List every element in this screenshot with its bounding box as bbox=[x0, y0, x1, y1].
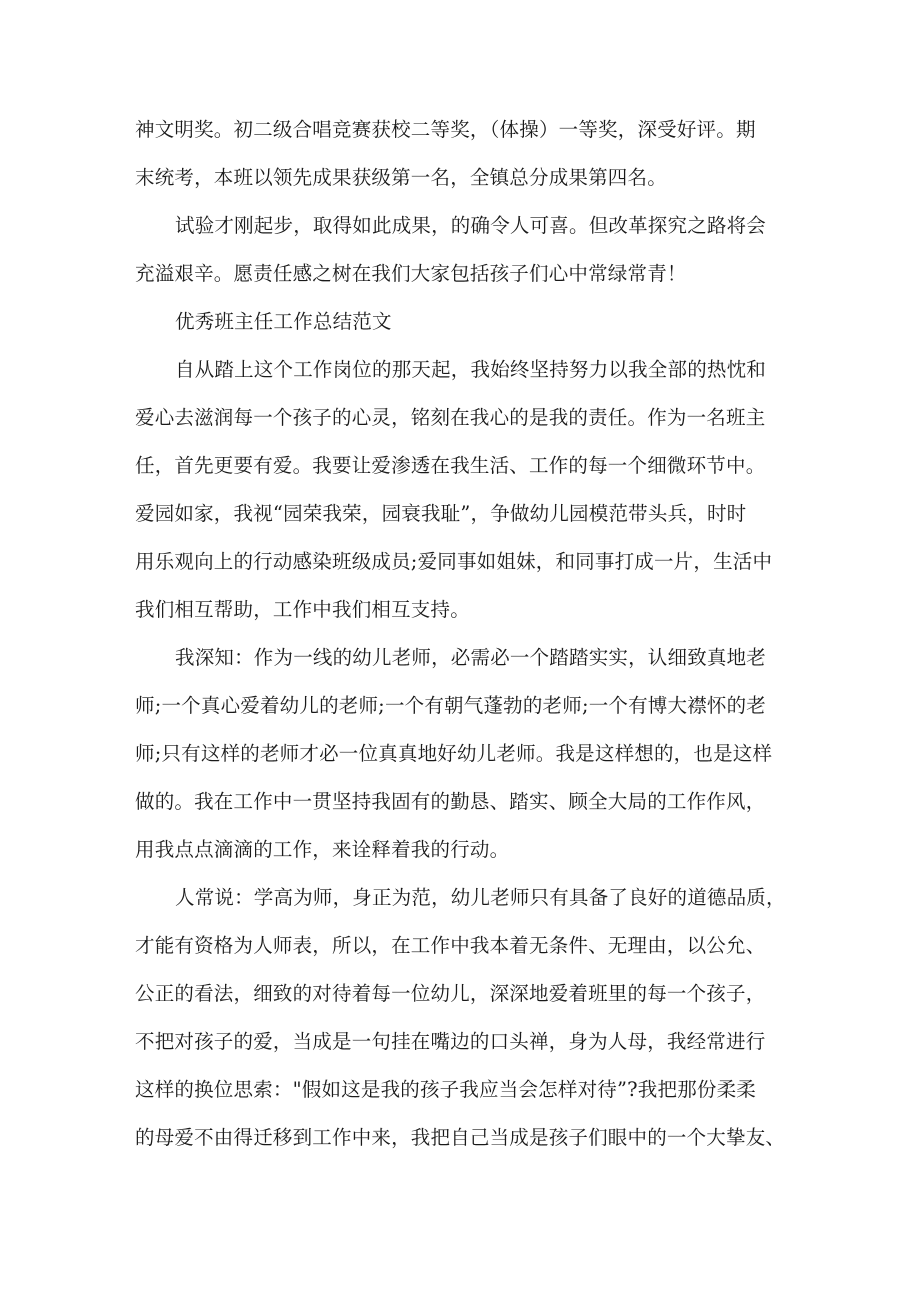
paragraph-line: 师;只有这样的老师才必一位真真地好幼儿老师。我是这样想的，也是这样 bbox=[135, 742, 773, 765]
paragraph-line: 神文明奖。初二级合唱竞赛获校二等奖，（体操）一等奖，深受好评。期 bbox=[135, 118, 756, 141]
paragraph-line: 试验才刚起步，取得如此成果，的确令人可喜。但改革探究之路将会 bbox=[175, 214, 767, 237]
paragraph-line: 做的。我在工作中一贯坚持我固有的勤恳、踏实、顾全大局的工作作风， bbox=[135, 790, 766, 813]
paragraph-line: 的母爱不由得迁移到工作中来，我把自己当成是孩子们眼中的一个大挚友、 bbox=[135, 1126, 786, 1149]
paragraph-line: 任，首先更要有爱。我要让爱渗透在我生活、工作的每一个细微环节中。 bbox=[135, 454, 766, 477]
paragraph-line: 用我点点滴滴的工作，来诠释着我的行动。 bbox=[135, 838, 510, 861]
paragraph-line: 用乐观向上的行动感染班级成员;爱同事如姐妹，和同事打成一片，生活中 bbox=[135, 550, 773, 573]
paragraph-line: 爱心去滋润每一个孩子的心灵，铭刻在我心的是我的责任。作为一名班主 bbox=[135, 406, 766, 429]
paragraph-line: 这样的换位思索："假如这是我的孩子我应当会怎样对待”?我把那份柔柔 bbox=[135, 1078, 756, 1101]
paragraph-line: 我深知：作为一线的幼儿老师，必需必一个踏踏实实，认细致真地老 bbox=[175, 646, 767, 669]
paragraph-line: 公正的看法，细致的对待着每一位幼儿，深深地爱着班里的每一个孩子， bbox=[135, 982, 766, 1005]
section-title: 优秀班主任工作总结范文 bbox=[175, 310, 392, 333]
paragraph-line: 爱园如家，我视“园荣我荣，园衰我耻”，争做幼儿园模范带头兵，时时 bbox=[135, 502, 747, 525]
paragraph-line: 充溢艰辛。愿责任感之树在我们大家包括孩子们心中常绿常青！ bbox=[135, 262, 687, 285]
paragraph-line: 我们相互帮助，工作中我们相互支持。 bbox=[135, 598, 470, 621]
paragraph-line: 人常说：学高为师，身正为范，幼儿老师只有具备了良好的道德品质， bbox=[175, 886, 786, 909]
paragraph-line: 才能有资格为人师表，所以，在工作中我本着无条件、无理由，以公允、 bbox=[135, 934, 766, 957]
paragraph-line: 不把对孩子的爱，当成是一句挂在嘴边的口头禅，身为人母，我经常进行 bbox=[135, 1030, 766, 1053]
paragraph-line: 师;一个真心爱着幼儿的老师;一个有朝气蓬勃的老师;一个有博大襟怀的老 bbox=[135, 694, 767, 717]
paragraph-line: 末统考，本班以领先成果获级第一名，全镇总分成果第四名。 bbox=[135, 166, 667, 189]
paragraph-line: 自从踏上这个工作岗位的那天起，我始终坚持努力以我全部的热忱和 bbox=[175, 358, 767, 381]
